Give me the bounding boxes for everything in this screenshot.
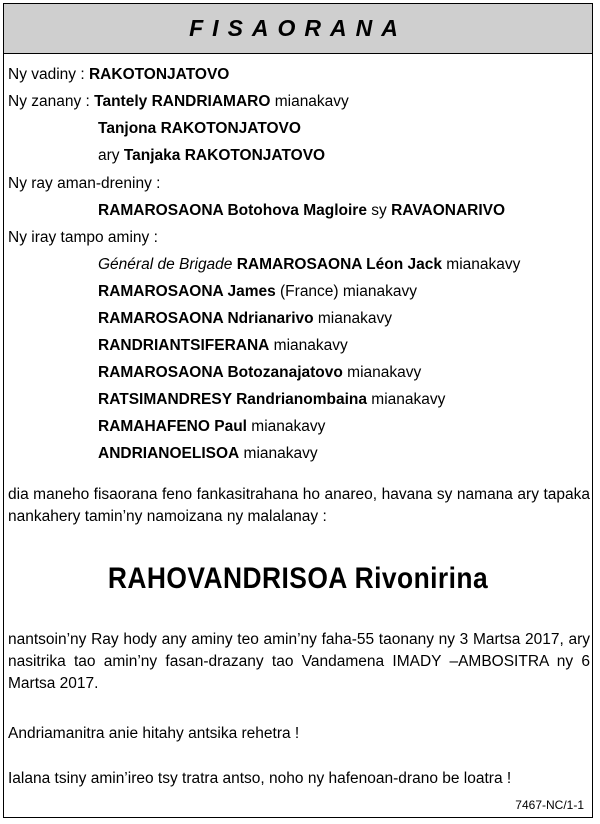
children-label: Ny zanany : bbox=[8, 93, 95, 110]
father-name: RAMAROSAONA Botohova Magloire bbox=[98, 202, 367, 219]
spouse-name: RAKOTONJATOVO bbox=[88, 66, 230, 83]
sibling-line bbox=[98, 445, 318, 463]
sibling-prefix: Général de Brigade bbox=[98, 256, 237, 273]
child-line bbox=[98, 120, 301, 138]
child-last-name: RAKOTONJATOVO bbox=[160, 120, 301, 137]
sibling-line bbox=[98, 418, 325, 436]
parents-line bbox=[98, 202, 505, 220]
child-line bbox=[98, 147, 325, 165]
sibling-name: RAMAROSAONA Léon Jack bbox=[236, 256, 442, 273]
parents-connector: sy bbox=[366, 202, 392, 219]
death-paragraph: nantsoin’ny Ray hody any aminy teo amin’ny faha-55 taonany ny 3 Martsa 2017, ary nasitrika tao amin’ny fasan-drazany tao Vandamena IMADY –AMBOSITRA ny 6 Martsa 2017. bbox=[8, 631, 590, 692]
spouse-line bbox=[8, 66, 229, 84]
notice-title: FISAORANA bbox=[189, 15, 407, 41]
spouse-label: Ny vadiny : bbox=[8, 66, 89, 83]
child-first-name: Tanjona bbox=[98, 120, 161, 137]
sibling-suffix: mianakavy bbox=[342, 364, 422, 381]
reference-code: 7467-NC/1-1 bbox=[515, 798, 584, 812]
parents-label: Ny ray aman-dreniny : bbox=[8, 175, 161, 192]
sibling-suffix: mianakavy bbox=[239, 445, 318, 462]
sibling-name: RAMAROSAONA Botozanajatovo bbox=[98, 364, 343, 381]
notice-frame bbox=[3, 3, 593, 818]
sibling-suffix: mianakavy bbox=[442, 256, 521, 273]
blessing-text: Andriamanitra anie hitahy antsika rehetra ! bbox=[8, 725, 300, 742]
sibling-suffix: mianakavy bbox=[313, 310, 392, 327]
sibling-line bbox=[98, 337, 348, 355]
notice-header bbox=[4, 4, 592, 54]
sibling-line bbox=[98, 283, 417, 301]
sibling-name: ANDRIANOELISOA bbox=[98, 445, 240, 462]
sibling-line bbox=[98, 310, 392, 328]
sibling-suffix: mianakavy bbox=[367, 391, 446, 408]
sibling-name: RAMAROSAONA Ndrianarivo bbox=[98, 310, 314, 327]
siblings-label: Ny iray tampo aminy : bbox=[8, 229, 158, 246]
child-last-name: RAKOTONJATOVO bbox=[184, 147, 326, 164]
sibling-name: RATSIMANDRESY Randrianombaina bbox=[98, 391, 367, 408]
child-prefix: ary bbox=[98, 147, 124, 164]
deceased-name: RAHOVANDRISOA Rivonirina bbox=[107, 562, 489, 595]
closing-text: Ialana tsiny amin’ireo tsy tratra antso, noho ny hafenoan-drano be loatra ! bbox=[8, 770, 512, 787]
sibling-suffix: (France) mianakavy bbox=[275, 283, 417, 300]
child-first-name: Tanjaka bbox=[123, 147, 185, 164]
child-last-name: RANDRIAMARO bbox=[151, 93, 271, 110]
sibling-name: RAMAROSAONA James bbox=[98, 283, 276, 300]
sibling-line bbox=[98, 256, 520, 274]
child-suffix: mianakavy bbox=[270, 93, 349, 110]
children-line bbox=[8, 93, 349, 111]
thanks-paragraph: dia maneho fisaorana feno fankasitrahana ho anareo, havana sy namana ary tapaka nankahery tamin’ny namoizana ny malalanay : bbox=[8, 486, 590, 525]
sibling-suffix: mianakavy bbox=[269, 337, 348, 354]
sibling-line bbox=[98, 364, 421, 382]
sibling-name: RANDRIANTSIFERANA bbox=[98, 337, 270, 354]
sibling-suffix: mianakavy bbox=[246, 418, 326, 435]
sibling-name: RAMAHAFENO Paul bbox=[98, 418, 247, 435]
child-first-name: Tantely bbox=[94, 93, 152, 110]
sibling-line bbox=[98, 391, 445, 409]
mother-name: RAVAONARIVO bbox=[391, 202, 506, 219]
